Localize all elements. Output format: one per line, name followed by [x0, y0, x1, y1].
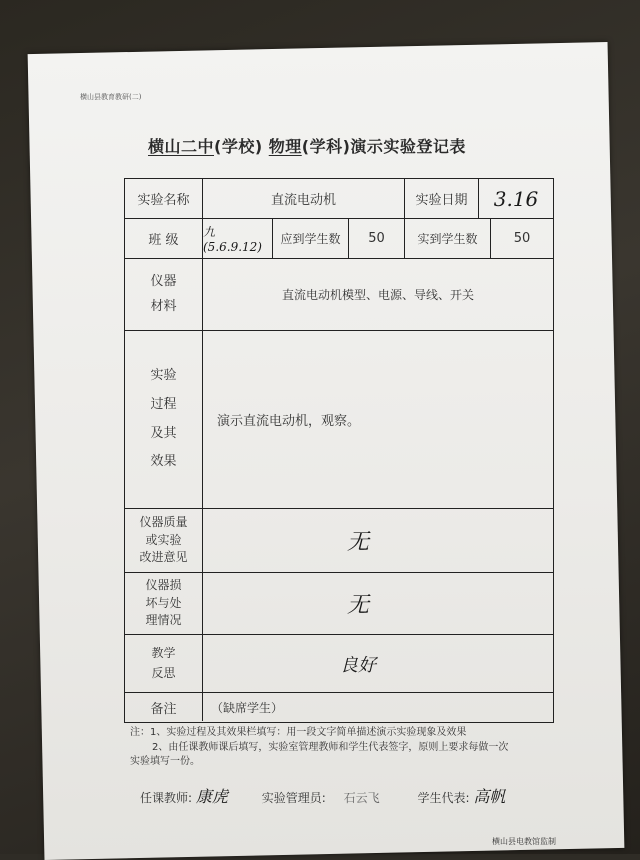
process-label-line3: 及其: [150, 425, 177, 441]
equipment-label-line1: 仪器: [150, 273, 177, 289]
process-label-cell: [125, 331, 203, 508]
process-value[interactable]: 演示直流电动机，观察。: [217, 414, 361, 429]
reflection-value[interactable]: 良好: [340, 654, 376, 676]
quality-label-line2: 或实验: [145, 532, 182, 547]
process-label-line4: 效果: [150, 454, 177, 470]
actual-students-value[interactable]: 50: [513, 231, 531, 246]
row-remarks: [125, 693, 553, 721]
class-label: 班 级: [125, 219, 203, 258]
student-signature[interactable]: 高帆: [473, 787, 506, 806]
reflection-label-line1: 教学: [151, 646, 176, 661]
damage-label-line1: 仪器损: [145, 578, 182, 593]
row-class: [125, 219, 553, 259]
experiment-name-label: 实验名称: [125, 179, 203, 218]
class-value[interactable]: 九(5.6.9.12): [203, 219, 273, 258]
equipment-value[interactable]: 直流电动机模型、电源、导线、开关: [281, 288, 474, 302]
process-label-line2: 过程: [150, 396, 177, 412]
row-reflection: [125, 635, 553, 693]
row-process: [125, 331, 553, 509]
footer-text: 横山县电教馆监制: [492, 837, 556, 846]
date-value[interactable]: 3.16: [493, 186, 539, 211]
row-equipment: [125, 259, 553, 331]
header-small-text: 横山县教育教研(二): [80, 93, 142, 101]
note-line-1: 注：1、实验过程及其效果栏填写：用一段文字简单描述演示实验现象及效果: [130, 727, 467, 738]
note-line-2: 2、由任课教师课后填写，实验室管理教师和学生代表签字，原则上要求每做一次: [152, 741, 509, 753]
row-quality: [125, 509, 553, 573]
damage-label-cell: [125, 573, 203, 634]
notes-block: [130, 726, 590, 770]
actual-students-label: 实到学生数: [405, 219, 491, 258]
expected-students-label: 应到学生数: [273, 219, 349, 258]
row-experiment-name: [125, 179, 553, 219]
reflection-label-line2: 反思: [151, 665, 176, 680]
reflection-label-cell: [125, 635, 203, 692]
date-label: 实验日期: [405, 179, 479, 218]
note-line-3: 实验填写一份。: [130, 756, 200, 767]
quality-label-cell: [125, 509, 203, 572]
page-title: [148, 134, 466, 157]
quality-label-line1: 仪器质量: [139, 515, 188, 530]
manager-value[interactable]: 石云飞: [343, 791, 380, 805]
equipment-label-cell: [125, 259, 203, 330]
title-rest: 演示实验登记表: [350, 137, 466, 156]
damage-value[interactable]: 无: [346, 593, 369, 618]
teacher-signature[interactable]: 康虎: [195, 787, 228, 806]
experiment-name-value[interactable]: 直流电动机: [203, 179, 405, 218]
quality-value[interactable]: 无: [346, 530, 369, 555]
quality-label-line3: 改进意见: [139, 550, 188, 565]
row-damage: [125, 573, 553, 635]
title-school: 横山二中: [148, 137, 215, 156]
remarks-value[interactable]: （缺席学生）: [211, 700, 284, 715]
signature-line: [140, 784, 600, 807]
title-school-suffix: (学校): [214, 137, 263, 156]
damage-label-line2: 坏与处: [145, 595, 182, 610]
manager-label: 实验管理员:: [261, 791, 326, 805]
title-subject-suffix: (学科): [301, 137, 351, 156]
expected-students-value[interactable]: 50: [349, 219, 405, 258]
damage-label-line3: 理情况: [145, 613, 182, 628]
experiment-form-table: [124, 178, 554, 723]
process-label-line1: 实验: [150, 368, 177, 384]
teacher-label: 任课教师:: [140, 791, 193, 805]
equipment-label-line2: 材料: [150, 298, 177, 314]
title-subject: 物理: [268, 137, 302, 156]
remarks-label: 备注: [125, 693, 203, 721]
student-label: 学生代表:: [417, 791, 470, 805]
